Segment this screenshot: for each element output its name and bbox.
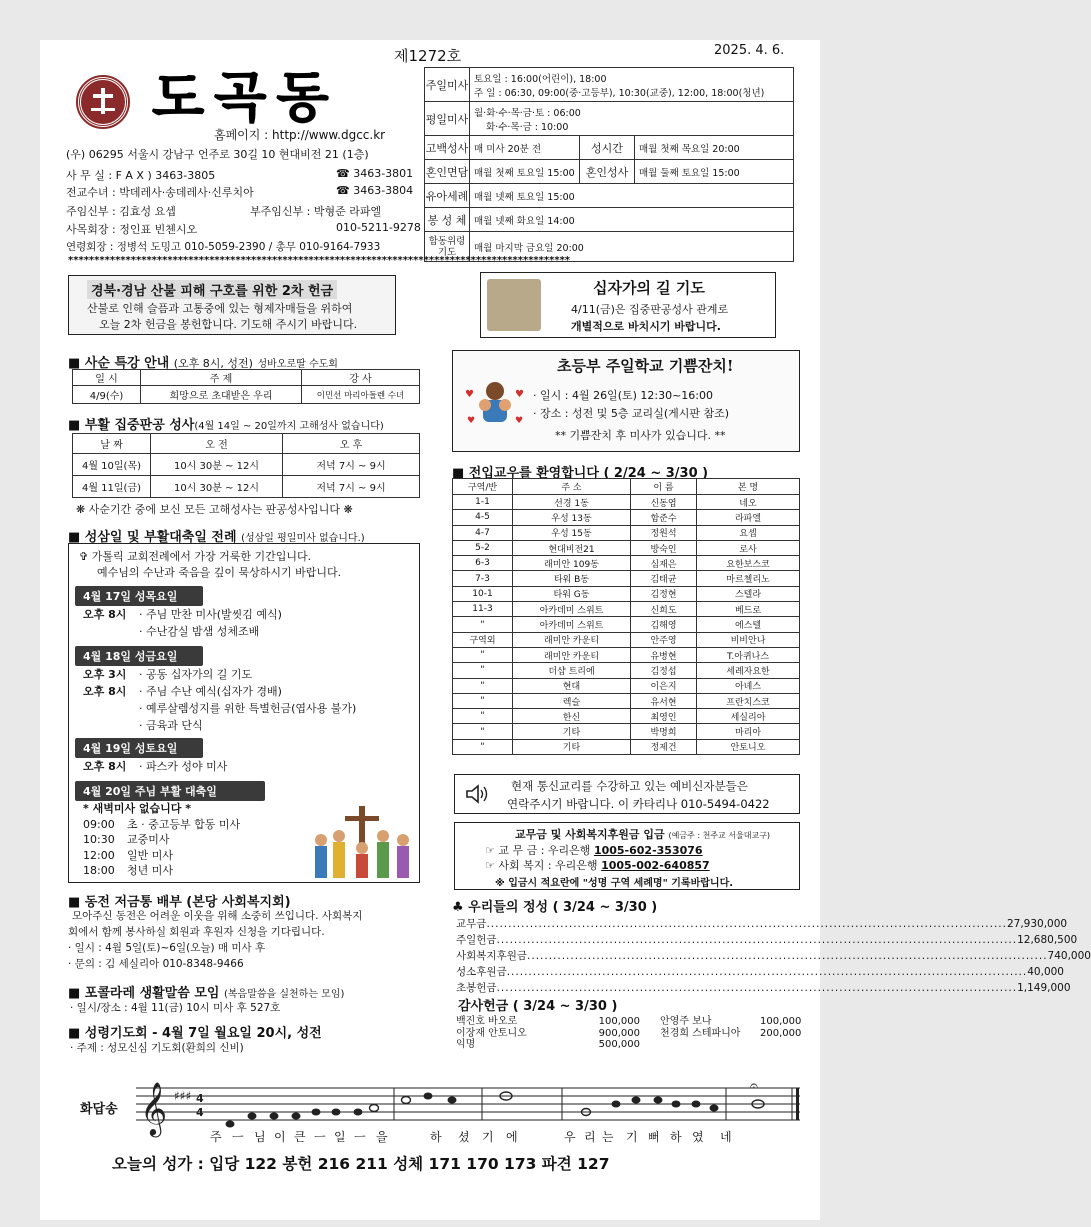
lyric-syllable: ㅡ <box>314 1130 326 1144</box>
spirit-heading: ■ 성령기도회 - 4월 7일 월요일 20시, 성전 <box>68 1026 322 1041</box>
schedule-label: 합동위령기도 <box>425 232 470 262</box>
table-row <box>453 495 800 510</box>
table-cell: 우성 13동 <box>513 510 631 525</box>
table-row <box>453 510 800 525</box>
school-place: · 장소 : 성전 및 5층 교리실(게시판 참조) <box>533 407 730 420</box>
holyweek-intro: ✞ 가톨릭 교회전례에서 가장 거룩한 기간입니다. <box>79 550 312 563</box>
table-cell: 11-3 <box>453 602 513 617</box>
table-cell: 더샵 트리에 <box>513 663 631 678</box>
thanks-row: 이장재 안토니오 900,000 천경희 스테파니아 200,000 <box>456 1027 802 1039</box>
svg-text:4: 4 <box>196 1106 204 1119</box>
lyric-syllable: 기 <box>482 1130 494 1144</box>
issue-number: 제1272호 <box>394 47 462 65</box>
table-cell: 유서현 <box>631 693 697 708</box>
svg-text:𝄐: 𝄐 <box>750 1078 758 1094</box>
table-cell: 정원석 <box>631 525 697 540</box>
svg-text:♥: ♥ <box>465 389 474 400</box>
school-festival-box <box>452 350 800 452</box>
family-illustration <box>463 375 527 435</box>
fire-relief-title: 경북·경남 산불 피해 구호를 위한 2차 헌금 <box>87 280 337 299</box>
day-items: * 새벽미사 없습니다 * 09:00 초 · 중고등부 합동 미사 10:30 교중미사 12:00 일반 미사 18:00 청년 미사 <box>83 802 241 877</box>
schedule-label: 혼인면담 <box>425 160 470 184</box>
fire-relief-box <box>68 275 396 335</box>
schedule-label: 혼인성사 <box>580 160 635 184</box>
lyric-syllable: 우 <box>564 1130 576 1144</box>
schedule-value: 매월 첫째 목요일 20:00 <box>635 136 794 160</box>
table-cell: 요한보스코 <box>697 556 800 571</box>
table-cell: 현대 <box>513 678 631 693</box>
table-cell: 래미안 카운티 <box>513 647 631 662</box>
lyric-syllable: 큰 <box>294 1130 306 1144</box>
svg-text:♥: ♥ <box>515 389 524 400</box>
table-cell: 방숙인 <box>631 540 697 555</box>
association-line: 연령회장 : 정병석 도밍고 010-5059-2390 / 총무 010-9164-7933 <box>66 241 381 253</box>
table-cell: 우성 15동 <box>513 525 631 540</box>
day-items: 오후 8시 · 주님 만찬 미사(발씻김 예식) · 수난감실 밤샘 성체조배 <box>83 608 282 638</box>
table-cell: 타워 B동 <box>513 571 631 586</box>
offering-row: 초봉헌금 ........................................................................................................................ 1,149,000 <box>456 982 1071 994</box>
lyric-syllable: 일 <box>334 1130 346 1144</box>
psalm-label: 화답송 <box>80 1102 118 1117</box>
holyweek-heading: ■ 성삼일 및 부활대축일 전례 (성삼일 평일미사 없습니다.) <box>68 530 365 545</box>
table-row <box>453 678 800 693</box>
school-note: ** 기쁨잔치 후 미사가 있습니다. ** <box>555 429 726 442</box>
table-cell: " <box>453 739 513 754</box>
thanks-row: 백진호 바오로 100,000 안영주 보나 100,000 <box>456 1016 802 1027</box>
table-row <box>453 540 800 555</box>
table-cell: 박명희 <box>631 724 697 739</box>
lyric-syllable: 이 <box>274 1130 286 1144</box>
table-row <box>453 724 800 739</box>
lyric-syllable: 을 <box>376 1130 388 1144</box>
lyric-syllable: 님 <box>254 1130 266 1144</box>
table-cell: 한신 <box>513 709 631 724</box>
table-cell: 신희도 <box>631 602 697 617</box>
table-cell: T.아퀴나스 <box>697 647 800 662</box>
schedule-value: 매월 둘째 토요일 15:00 <box>635 160 794 184</box>
stations-box <box>480 272 776 338</box>
table-cell: 프란치스코 <box>697 693 800 708</box>
lyric-syllable: ㅡ <box>232 1130 244 1144</box>
table-cell: 기타 <box>513 724 631 739</box>
offering-row: 성소후원금 ........................................................................................................................ 40,000 <box>456 966 1064 978</box>
jesus-picture <box>487 279 541 331</box>
table-cell: 요셉 <box>697 525 800 540</box>
table-cell: 아카데미 스위트 <box>513 602 631 617</box>
council-president: 사목회장 : 정인표 빈첸시오 <box>66 223 198 236</box>
table-cell: " <box>453 663 513 678</box>
schedule-label: 봉 성 체 <box>425 208 470 232</box>
schedule-value: 매월 마지막 금요일 20:00 <box>470 232 794 262</box>
table-cell: " <box>453 617 513 632</box>
schedule-label: 주일미사 <box>425 68 470 102</box>
table-cell: 안주영 <box>631 632 697 647</box>
table-cell: 아녜스 <box>697 678 800 693</box>
pastor-name: 주임신부 : 김효성 요셉 <box>66 205 176 218</box>
thanks-list <box>456 1016 800 1051</box>
table-cell: 스텔라 <box>697 586 800 601</box>
table-cell: 1-1 <box>453 495 513 510</box>
stations-line: 4/11(금)은 집중판공성사 관계로 <box>571 303 729 316</box>
welcome-heading: ■ 전입교우를 환영합니다 ( 2/24 ~ 3/30 ) <box>452 466 709 481</box>
lyric-syllable: 하 <box>430 1130 442 1144</box>
confession-note: ❋ 사순기간 중에 보신 모든 고해성사는 판공성사입니다 ❋ <box>76 503 353 516</box>
parish-logo <box>78 77 128 127</box>
table-cell: 기타 <box>513 739 631 754</box>
mass-schedule-table <box>424 67 794 262</box>
table-row <box>453 571 800 586</box>
todays-hymns: 오늘의 성가 : 입당 122 봉헌 216 211 성체 171 170 173 파견 127 <box>112 1155 610 1173</box>
confession-table: 날 짜 오 전 오 후 4월 10일(목) 10시 30분 ~ 12시 저녁 7시 ~ 9시 4월 11일(금) 10시 30분 ~ 12시 저녁 7시 ~ 9시 <box>72 433 420 498</box>
table-row <box>453 647 800 662</box>
table-cell: 7-3 <box>453 571 513 586</box>
table-row <box>453 556 800 571</box>
schedule-value: 매 미사 20분 전 <box>470 136 580 160</box>
table-cell: 함준수 <box>631 510 697 525</box>
offering-row: 주일헌금 ........................................................................................................................ 12,680,500 <box>456 934 1078 946</box>
table-cell: 비비안나 <box>697 632 800 647</box>
lyric-syllable: 네 <box>720 1130 732 1144</box>
table-row <box>453 632 800 647</box>
table-cell: 김정섭 <box>631 663 697 678</box>
speaker-icon <box>465 783 489 805</box>
lyric-syllable: 뻐 <box>648 1130 660 1144</box>
focolare-info: · 일시/장소 : 4월 11(금) 10시 미사 후 527호 <box>70 1002 281 1014</box>
table-cell: 김정현 <box>631 586 697 601</box>
offering-row: 사회복지후원금 ........................................................................................................................ 740,000 <box>456 950 1091 962</box>
council-phone: 010-5211-9278 <box>336 221 421 234</box>
table-cell: 김태균 <box>631 571 697 586</box>
day-label: 4월 20일 주님 부활 대축일 <box>75 780 265 801</box>
table-cell: 김해영 <box>631 617 697 632</box>
confession-heading: ■ 부활 집중판공 성사(4월 14일 ~ 20일까지 고해성사 없습니다) <box>68 418 384 433</box>
table-row <box>453 709 800 724</box>
schedule-value: 토요일 : 16:00(어린이), 18:00 주 일 : 06:30, 09:00(중·고등부), 10:30(교중), 12:00, 18:00(청년) <box>470 68 794 102</box>
spirit-info: · 주제 : 성모신심 기도회(환희의 신비) <box>70 1042 244 1054</box>
catechumen-line: 연락주시기 바랍니다. 이 카타리나 010-5494-0422 <box>507 797 770 811</box>
table-cell: 4-7 <box>453 525 513 540</box>
donation-account: ☞ 사회 복지 : 우리은행 1005-002-640857 <box>485 859 710 872</box>
newcomer-table: 구역/반 주 소 이 름 본 명 1-1 선경 1동 신동엽 네오 4-5 우성 13동 함준수 라파엘 4-7 우성 15동 정원석 요셉 5-2 현대비전21 방숙인 로사 6-3 래미안 109동 심재은 요한보스코 7-3 타워 B동 김태균 마르첼리노 10-1 타워 G동 김정현 스텔라 11-3 아카데미 스위트 신희도 베드로 " 아카데미 스위트 김해영 에스텔 구역외 래미안 카운티 안주영 비비안나 " 래미안 카운티 유병현 T.아퀴나스 " 더샵 트리에 김정섭 세례자요한 " 현대 이은지 아녜스 " 렉슬 유서현 프란치스코 " 한신 최영인 세실리아 " 기타 박명희 마리아 " 기타 정제건 안토니오 <box>452 478 800 755</box>
day-items: 오후 8시 · 파스카 성야 미사 <box>83 760 228 773</box>
table-cell: 라파엘 <box>697 510 800 525</box>
focolare-heading: ■ 포콜라레 생활말씀 모임 (복음말씀을 실천하는 모임) <box>68 986 345 1001</box>
table-cell: 래미안 109동 <box>513 556 631 571</box>
schedule-label: 평일미사 <box>425 102 470 136</box>
table-row <box>453 617 800 632</box>
office-line: 사 무 실 : F A X ) 3463-3805 <box>66 169 216 182</box>
address: (우) 06295 서울시 강남구 언주로 30길 10 현대비전 21 (1층) <box>66 148 369 161</box>
stations-line: 개별적으로 바치시기 바랍니다. <box>571 320 721 333</box>
table-cell: 타워 G동 <box>513 586 631 601</box>
office-phone: ☎ 3463-3801 <box>336 167 414 180</box>
holyweek-intro: 예수님의 수난과 죽음을 깊이 묵상하시기 바랍니다. <box>97 566 342 579</box>
thanks-row: 익명 500,000 <box>456 1039 640 1050</box>
table-cell: 세실리아 <box>697 709 800 724</box>
table-cell: 에스텔 <box>697 617 800 632</box>
table-row <box>453 525 800 540</box>
table-cell: 유병현 <box>631 647 697 662</box>
table-cell: " <box>453 724 513 739</box>
table-cell: 4-5 <box>453 510 513 525</box>
catechumen-box <box>454 774 800 814</box>
coin-body: 모아주신 동전은 어려운 이웃을 위해 소중히 쓰입니다. 사회복지 회에서 함께 봉사하실 회원과 후원자 신청을 기다립니다. · 일시 : 4월 5일(토)~6일(오늘) 매 미사 후 · 문의 : 김 세실리아 010-8348-9466 <box>68 910 363 970</box>
table-cell: 10-1 <box>453 586 513 601</box>
table-cell: 현대비전21 <box>513 540 631 555</box>
donation-account: ☞ 교 무 금 : 우리은행 1005-602-353076 <box>485 844 703 857</box>
donation-box <box>454 822 800 890</box>
church-emblem-icon <box>81 80 125 124</box>
table-cell: 세례자요한 <box>697 663 800 678</box>
day-label: 4월 18일 성금요일 <box>75 645 203 666</box>
svg-text:♯♯♯: ♯♯♯ <box>174 1089 192 1103</box>
fire-relief-line: 산불로 인해 슬픔과 고통중에 있는 형제자매들을 위하여 <box>87 302 353 315</box>
table-cell: 아카데미 스위트 <box>513 617 631 632</box>
bulletin-page <box>40 40 1091 1220</box>
svg-text:4: 4 <box>196 1092 204 1105</box>
star-divider: ************************************************************************************************ <box>68 255 571 266</box>
fire-relief-line: 오늘 2차 헌금을 봉헌합니다. 기도해 주시기 바랍니다. <box>99 318 358 331</box>
lyric-syllable: 하 <box>670 1130 682 1144</box>
table-cell: 이은지 <box>631 678 697 693</box>
lyric-syllable: 셨 <box>458 1130 470 1144</box>
table-cell: 구역외 <box>453 632 513 647</box>
lyric-syllable: 기 <box>626 1130 638 1144</box>
holyweek-box <box>68 543 420 883</box>
table-cell: " <box>453 678 513 693</box>
resurrection-illustration <box>309 804 415 880</box>
table-cell: 5-2 <box>453 540 513 555</box>
table-cell: 선경 1동 <box>513 495 631 510</box>
table-row <box>453 663 800 678</box>
table-cell: 최영인 <box>631 709 697 724</box>
coin-heading: ■ 동전 저금통 배부 (본당 사회복지회) <box>68 895 291 910</box>
lyric-syllable: ㅡ <box>354 1130 366 1144</box>
table-row <box>453 602 800 617</box>
donation-title: 교무금 및 사회복지후원금 입금 (예금주 : 천주교 서울대교구) <box>515 828 771 841</box>
table-cell: " <box>453 647 513 662</box>
sisters-line: 전교수녀 : 박데레사·송데레사·신루치아 <box>66 186 254 199</box>
schedule-value: 매월 넷째 화요일 14:00 <box>470 208 794 232</box>
table-cell: 로사 <box>697 540 800 555</box>
lyric-syllable: 리 <box>584 1130 596 1144</box>
schedule-value: 매월 첫째 토요일 15:00 <box>470 160 580 184</box>
assistant-pastor: 부주임신부 : 박형준 라파엘 <box>250 205 382 218</box>
table-row <box>453 693 800 708</box>
parish-name: 도곡동 <box>152 66 339 129</box>
day-label: 4월 19일 성토요일 <box>75 737 203 758</box>
lecture-table: 일 시 주 제 강 사 4/9(수) 희망으로 초대받은 우리 이민선 마리아돌렌 수녀 <box>72 369 420 404</box>
table-cell: 마르첼리노 <box>697 571 800 586</box>
table-cell: 6-3 <box>453 556 513 571</box>
table-cell: 렉슬 <box>513 693 631 708</box>
homepage-link[interactable]: 홈페이지 : http://www.dgcc.kr <box>214 128 386 142</box>
table-cell: " <box>453 693 513 708</box>
day-items: 오후 3시 · 공동 십자가의 길 기도 오후 8시 · 주님 수난 예식(십자가 경배) · 예루살렘성지를 위한 특별헌금(엽사용 불가) · 금육과 단식 <box>83 668 357 732</box>
psalm-lyrics <box>210 1128 770 1146</box>
sisters-phone: ☎ 3463-3804 <box>336 184 414 197</box>
table-cell: 심재은 <box>631 556 697 571</box>
offering-list <box>456 916 1091 996</box>
day-label: 4월 17일 성목요일 <box>75 585 203 606</box>
svg-text:♥: ♥ <box>467 416 476 426</box>
svg-text:♥: ♥ <box>515 416 524 426</box>
svg-text:𝄞: 𝄞 <box>140 1081 168 1135</box>
offering-row: 교무금 ........................................................................................................................ 27,930,000 <box>456 918 1068 930</box>
table-cell: 마리아 <box>697 724 800 739</box>
issue-date: 2025. 4. 6. <box>714 43 785 58</box>
catechumen-line: 현재 통신교리를 수강하고 있는 예비신자분들은 <box>511 779 748 793</box>
schedule-value: 월·화·수·목·금·토 : 06:00 화·수·목·금 : 10:00 <box>470 102 794 136</box>
schedule-label: 성시간 <box>580 136 635 160</box>
school-festival-title: 초등부 주일학교 기쁨잔치! <box>557 357 734 375</box>
schedule-label: 고백성사 <box>425 136 470 160</box>
table-cell: 신동엽 <box>631 495 697 510</box>
stations-title: 십자가의 길 기도 <box>593 279 705 297</box>
school-date: · 일시 : 4월 26일(토) 12:30~16:00 <box>533 389 714 402</box>
table-cell: 안토니오 <box>697 739 800 754</box>
table-cell: 베드로 <box>697 602 800 617</box>
table-cell: " <box>453 709 513 724</box>
lyric-syllable: 였 <box>692 1130 704 1144</box>
schedule-label: 유아세례 <box>425 184 470 208</box>
lyric-syllable: 는 <box>602 1130 614 1144</box>
schedule-value: 매월 넷째 토요일 15:00 <box>470 184 794 208</box>
donation-note: ※ 입금시 적요란에 "성명 구역 세례명" 기록바랍니다. <box>495 878 734 889</box>
lecture-heading: ■ 사순 특강 안내 (오후 8시, 성전) 성바오로딸 수도회 <box>68 356 338 371</box>
table-cell: 정제건 <box>631 739 697 754</box>
offering-heading: ♣ 우리들의 정성 ( 3/24 ~ 3/30 ) <box>452 900 658 915</box>
table-row <box>453 739 800 754</box>
lyric-syllable: 주 <box>210 1130 222 1144</box>
table-cell: 래미안 카운티 <box>513 632 631 647</box>
table-cell: 네오 <box>697 495 800 510</box>
table-row <box>453 586 800 601</box>
lyric-syllable: 에 <box>506 1130 518 1144</box>
thanks-heading: 감사헌금 ( 3/24 ~ 3/30 ) <box>458 999 618 1014</box>
